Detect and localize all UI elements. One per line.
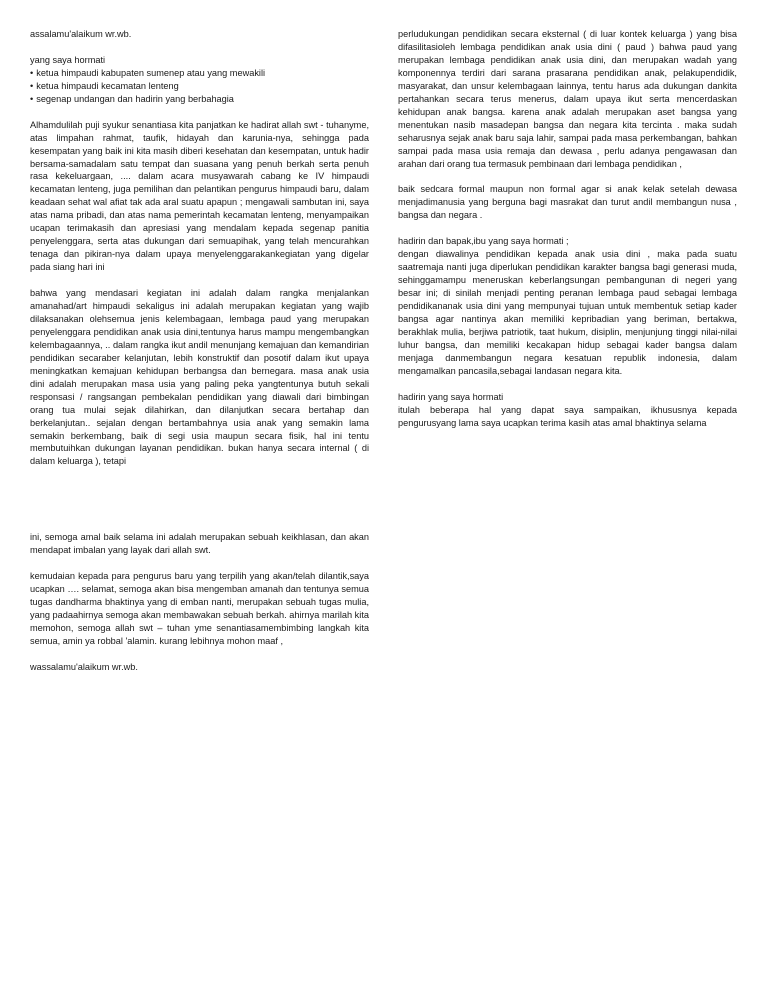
bullet-item: • segenap undangan dan hadirin yang berbahagia <box>30 93 369 106</box>
closing-greeting: wassalamu'alaikum wr.wb. <box>30 661 138 672</box>
opening-paragraph: Alhamdulilah puji syukur senantiasa kita panjatkan ke hadirat allah swt - tuhanyme, atas limpahan rahmat, taufik, hidayah dan karunia-nya, sehingga pada kesempatan yang baik ini kita masih diberi kesehatan dan kesempatan, untuk hadir bersama-samadalam satu tempat dan suasana yang penuh berkah serta penuh rasa kekeluargaan, .... dalam acara musyawarah cabang ke IV himpaudi kecamatan lenteng, juga pemilihan dan pelantikan pengurus himpaudi baru, dalam keadaan sehat wal afiat tak ada aral suatu apapun ; mengawali sambutan ini, saya atas nama pribadi, dan atas nama pemerintah kecamatan lenteng, menyampaikan ucapan terimakasih dan apresiasi yang mendalam kepada segenap panitia penyelenggara, serta atas dukungan dari semuapihak, yang telah mencurahkan tenaga dan pikiran-nya dalam upaya menyelenggarakankegiatan yang digelar pada siang hari ini <box>30 119 369 273</box>
body-paragraph: itulah beberapa hal yang dapat saya sampaikan, ikhususnya kepada pengurusyang lama saya ucapkan terima kasih atas amal bhaktinya selama <box>398 404 737 428</box>
body-paragraph: bahwa yang mendasari kegiatan ini adalah dalam rangka menjalankan amanahad/art himpaudi sekaligus ini adalah merupakan kegiatan yang wajib dilaksanakan olehsemua jenis kelembagaan, lembaga paud yang merupakan penyelenggara pendidikan anak usia dini,tentunya harus mampu mengembangkan kelembagaannya, .. dalam rangka ikut andil menunjang kemajuan dan kemandirian pendidikan secaraber kelanjutan, lebih konstruktif dan posotif dalam ikut upaya meningkatkan kemajuan kehidupan berbangsa dan bernegara. masa anak usia dini adalah merupakan masa usia yang paling peka yangtentunya butuh sekali responsasi / rangsangan pembekalan pendidikan yang diawali dari bimbingan orang tua mulai sejak dilahirkan, dan dilanjutkan secara bertahap dan berkelanjutan.. sejalan dengan bertambahnya usia anak yang semakin lama semakin berkembang, baik di segi usia maupun secara fisik, hal ini tentu membutuihkan dukungan layanan pendidikan. bukan hanya secara internal ( di dalam keluarga ), tetapi <box>30 288 369 467</box>
bullet-item: • ketua himpaudi kecamatan lenteng <box>30 80 369 93</box>
body-paragraph: ini, semoga amal baik selama ini adalah merupakan sebuah keikhlasan, dan akan mendapat imbalan yang layak dari allah swt. <box>30 532 369 555</box>
left-column-bottom <box>30 531 369 673</box>
body-paragraph: perludukungan pendidikan secara eksternal ( di luar kontek keluarga ) yang bisa difasilitasioleh lembaga pendidikan anak usia dini ( paud ) bahwa paud yang merupakan lembaga pendidikan anak usia dini, dan merupakan wadah yang komponennya terdiri dari sarana prasarana pendidikan anak, pelakupendidik, masyarakat, dan unsur kelembagaan lainnya, tentu harus ada dukungan dankita pertahankan secara terus menerus, dalam upaya ikut serta mencerdaskan kehidupan anak bangsa. karena anak adalah merupakan aset bangsa yang menentukan nasib masadepan bangsa dan negara kita tercinta . maka sudah seharusnya sejak anak baru saja lahir, sampai pada masa perkembangan, bahkan sampai pada masa usia remaja dan dewasa , perlu adanya pengawasan dan arahan dari orang tua termasuk pembinaan dari lembaga pendidikan , <box>398 29 737 169</box>
greeting: assalamu'alaikum wr.wb. <box>30 29 132 39</box>
left-column-top <box>30 28 369 468</box>
body-paragraph: kemudaian kepada para pengurus baru yang terpilih yang akan/telah dilantik,saya ucapkan …. selamat, semoga akan bisa mengemban amanah dan tentunya semua tugas dandharma bhaktinya yang di emban nanti, merupakan sebuah tugas mulia, yang padaahirnya semoga akan membawakan sebuah berkah. ahirnya marilah kita memohon, semoga allah swt – tuhan yme senantiasamembimbing langkah kita semua, amin ya robbal 'alamin. kurang lebihnya mohon maaf , <box>30 570 369 646</box>
body-paragraph: dengan diawalinya pendidikan kepada anak usia dini , maka pada suatu saatremaja nanti juga diperlukan pendidikan karakter bangsa bagi generasi muda, sehinggamampu meneruskan keberlangsungan pembangunan di negeri yang besar ini; di sinilah menjadi penting peranan lembaga paud sebagai lembaga pendidikananak usia dini yang mempunyai tujuan untuk membentuk setiap kader bangsa agar nantinya akan memiliki kepribadian yang beriman, bertakwa, berakhlak mulia, berjiwa patriotik, taat hukum, disiplin, menjunjung tinggi nilai-nilai luhur bangsa, dan memiliki kecakapan hidup sebagai kader bangsa dalam menjaga danmembangun negara kesatuan republik indonesia, dalam mengamalkan pancasila,sebagai landasan negara kita. <box>398 249 737 376</box>
bullet-item: • ketua himpaudi kabupaten sumenep atau yang mewakili <box>30 67 369 80</box>
address-line: hadirin yang saya hormati <box>398 391 504 402</box>
address-line: hadirin dan bapak,ibu yang saya hormati ; <box>398 236 569 247</box>
body-paragraph: baik sedcara formal maupun non formal agar si anak kelak setelah dewasa menjadimanusia yang berguna bagi masrakat dan turut andil membangun nusa , bangsa dan negara . <box>398 184 737 221</box>
honored-heading: yang saya hormati <box>30 54 106 65</box>
right-column-top <box>398 28 737 430</box>
